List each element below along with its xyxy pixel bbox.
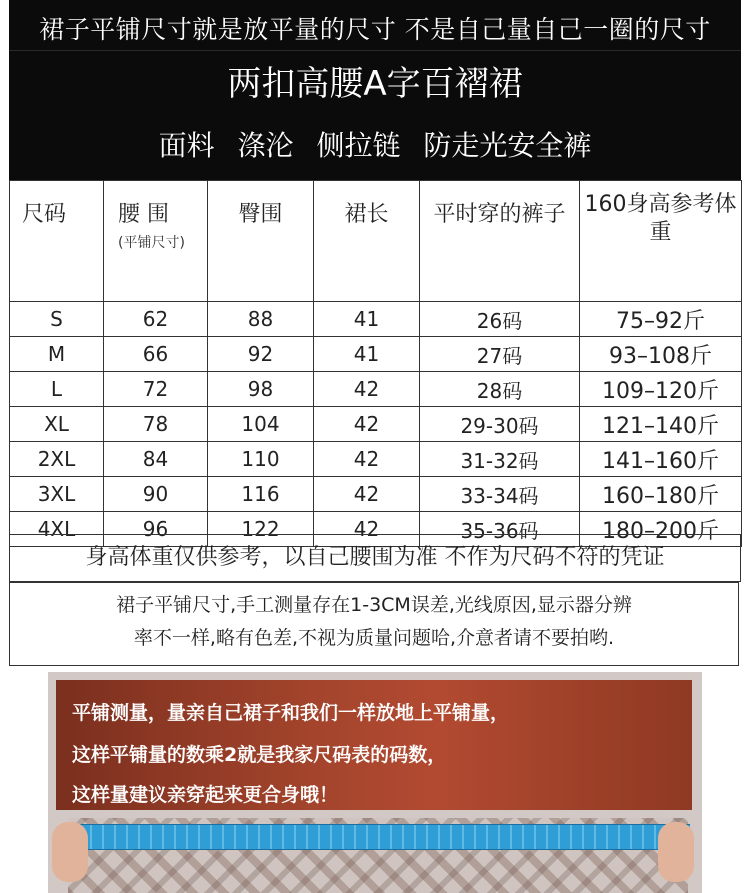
cell-weight: 109–120斤 xyxy=(580,372,742,407)
cell-weight: 121–140斤 xyxy=(580,407,742,442)
measurement-notice: 裙子平铺尺寸就是放平量的尺寸 不是自己量自己一圈的尺寸 xyxy=(9,10,741,51)
cell-hip: 88 xyxy=(208,302,314,337)
cell-size: L xyxy=(10,372,104,407)
cell-weight: 180–200斤 xyxy=(580,512,742,547)
cell-waist: 84 xyxy=(104,442,208,477)
cell-weight: 141–160斤 xyxy=(580,442,742,477)
header-waist-sub: (平铺尺寸) xyxy=(118,235,185,251)
cell-hip: 122 xyxy=(208,512,314,547)
cell-size: 3XL xyxy=(10,477,104,512)
cell-length: 42 xyxy=(314,372,420,407)
table-row xyxy=(10,337,742,372)
cell-length: 42 xyxy=(314,512,420,547)
table-row xyxy=(10,407,742,442)
reference-note: 身高体重仅供参考，以自己腰围为准 不作为尺码不符的凭证 xyxy=(9,534,741,582)
table-header-row xyxy=(10,181,742,302)
cell-size: 2XL xyxy=(10,442,104,477)
measuring-tape-icon xyxy=(68,824,690,850)
cell-pants: 31-32码 xyxy=(420,442,580,477)
cell-size: XL xyxy=(10,407,104,442)
error-note-line1: 裙子平铺尺寸,手工测量存在1-3CM误差,光线原因,显示器分辨 xyxy=(116,594,632,616)
cell-waist: 90 xyxy=(104,477,208,512)
cell-waist: 62 xyxy=(104,302,208,337)
cell-pants: 27码 xyxy=(420,337,580,372)
cell-hip: 98 xyxy=(208,372,314,407)
cell-hip: 110 xyxy=(208,442,314,477)
cell-waist: 72 xyxy=(104,372,208,407)
cell-waist: 66 xyxy=(104,337,208,372)
instruction-banner xyxy=(56,680,692,810)
instruction-line1: 平铺测量，量亲自己裙子和我们一样放地上平铺量， xyxy=(72,702,510,724)
cell-length: 42 xyxy=(314,407,420,442)
cell-weight: 93–108斤 xyxy=(580,337,742,372)
cell-waist: 96 xyxy=(104,512,208,547)
header-pants: 平时穿的裤子 xyxy=(420,181,580,302)
left-hand-image xyxy=(52,822,88,882)
instruction-line3: 这样量建议亲穿起来更合身哦！ xyxy=(72,784,339,806)
cell-hip: 116 xyxy=(208,477,314,512)
cell-weight: 75–92斤 xyxy=(580,302,742,337)
right-hand-image xyxy=(658,822,694,882)
table-row xyxy=(10,372,742,407)
instruction-line2: 这样平铺量的数乘2就是我家尺码表的码数， xyxy=(72,744,447,766)
header-waist xyxy=(104,181,208,302)
measurement-photo xyxy=(48,672,702,893)
header-waist-label: 腰 围 xyxy=(118,202,169,227)
cell-length: 41 xyxy=(314,302,420,337)
product-title: 两扣高腰A字百褶裙 xyxy=(227,64,523,104)
cell-pants: 29-30码 xyxy=(420,407,580,442)
cell-pants: 35-36码 xyxy=(420,512,580,547)
header-weight: 160身高参考体重 xyxy=(580,181,742,302)
cell-length: 41 xyxy=(314,337,420,372)
table-row xyxy=(10,477,742,512)
table-row xyxy=(10,442,742,477)
error-note xyxy=(9,582,739,666)
cell-hip: 92 xyxy=(208,337,314,372)
header-length: 裙长 xyxy=(314,181,420,302)
fabric-info: 面料 涤沦 侧拉链 防走光安全裤 xyxy=(158,129,592,162)
cell-pants: 28码 xyxy=(420,372,580,407)
error-note-line2: 率不一样,略有色差,不视为质量问题哈,介意者请不要拍哟. xyxy=(133,627,615,649)
header-size: 尺码 xyxy=(10,181,104,302)
cell-hip: 104 xyxy=(208,407,314,442)
cell-size: 4XL xyxy=(10,512,104,547)
size-table xyxy=(9,180,742,547)
cell-size: S xyxy=(10,302,104,337)
header-hip: 臀围 xyxy=(208,181,314,302)
cell-length: 42 xyxy=(314,442,420,477)
cell-pants: 33-34码 xyxy=(420,477,580,512)
cell-weight: 160–180斤 xyxy=(580,477,742,512)
cell-waist: 78 xyxy=(104,407,208,442)
cell-size: M xyxy=(10,337,104,372)
cell-pants: 26码 xyxy=(420,302,580,337)
table-row xyxy=(10,302,742,337)
header-banner xyxy=(9,0,741,180)
cell-length: 42 xyxy=(314,477,420,512)
